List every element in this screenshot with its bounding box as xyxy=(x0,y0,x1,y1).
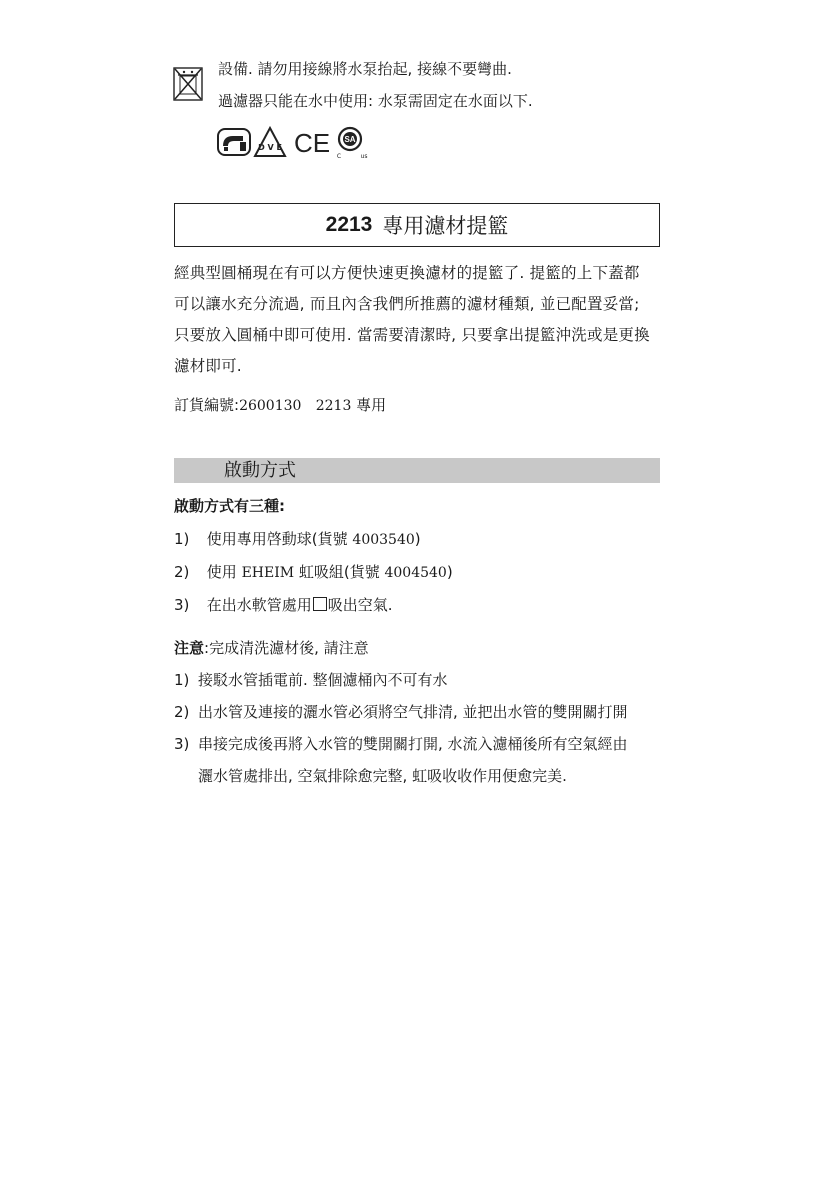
warning-line-2: 過濾器只能在水中使用: 水泵需固定在水面以下. xyxy=(218,92,533,110)
product-description xyxy=(174,258,666,382)
list-number: 1) xyxy=(174,671,190,689)
list-number: 2) xyxy=(174,563,190,581)
blank-square-icon xyxy=(313,597,327,611)
product-title-box xyxy=(174,203,660,247)
order-number: 2600130 xyxy=(239,398,302,414)
svg-text:C: C xyxy=(336,153,342,160)
weee-crossed-bin-icon xyxy=(173,67,203,101)
notice-label: 注意 xyxy=(174,639,205,657)
order-label: 訂貨編號: xyxy=(174,396,240,414)
notice-intro: :完成清洗濾材後, 請注意 xyxy=(204,639,369,657)
method-text-end: 吸出空氣. xyxy=(327,596,393,614)
description-line: 只要放入圓桶中即可使用. 當需要清潔時, 只要拿出提籃沖洗或是更換 xyxy=(174,326,650,344)
csa-us-mark-icon xyxy=(335,126,375,164)
notice-intro-line xyxy=(174,637,369,658)
svg-text:us: us xyxy=(360,153,368,160)
certification-logos xyxy=(217,126,397,160)
notice-item-3-continued: 灑水管處排出, 空氣排除愈完整, 虹吸收收作用便愈完美. xyxy=(198,767,567,785)
order-suffix: 專用 xyxy=(356,396,387,414)
order-number-line xyxy=(174,394,386,415)
svg-text:SA: SA xyxy=(344,135,356,144)
electrical-cord-icon xyxy=(217,126,251,162)
notice-item-text: 串接完成後再將入水管的雙開關打開, 水流入濾桶後所有空氣經由 xyxy=(198,735,628,753)
svg-text:D V E: D V E xyxy=(258,143,282,152)
notice-item-text: 接駁水管插電前. 整個濾桶內不可有水 xyxy=(198,671,448,689)
method-text: 使用 xyxy=(206,563,242,581)
list-number: 1) xyxy=(174,530,190,548)
method-brand: EHEIM xyxy=(241,565,295,581)
startup-section-heading xyxy=(174,458,660,483)
startup-method-3 xyxy=(174,594,393,615)
list-number: 3) xyxy=(174,596,190,614)
product-number: 2213 xyxy=(325,213,373,236)
method-code: 4004540 xyxy=(384,565,447,581)
startup-method-1 xyxy=(174,528,421,549)
order-model: 2213 xyxy=(315,398,352,414)
method-text: 在出水軟管處用 xyxy=(206,596,312,614)
method-text-2: 虹吸組(貨號 xyxy=(294,563,385,581)
description-line: 可以讓水充分流過, 而且內含我們所推薦的濾材種類, 並已配置妥當; xyxy=(174,295,640,313)
notice-item-2 xyxy=(174,701,628,722)
method-text-end: ) xyxy=(414,530,421,548)
method-text: 使用專用啓動球(貨號 xyxy=(206,530,353,548)
startup-intro: 啟動方式有三種: xyxy=(174,497,285,515)
description-line: 經典型圓桶現在有可以方便快速更換濾材的提籃了. 提籃的上下蓋都 xyxy=(174,264,640,282)
product-title: 專用濾材提籃 xyxy=(382,214,509,238)
svg-text:CE: CE xyxy=(293,128,331,158)
startup-method-2 xyxy=(174,561,453,582)
ce-mark-icon xyxy=(293,126,331,162)
vde-mark-icon xyxy=(253,126,287,162)
startup-heading-text: 啟動方式 xyxy=(224,460,296,481)
notice-item-text: 出水管及連接的灑水管必須將空气排清, 並把出水管的雙開關打開 xyxy=(198,703,628,721)
method-code: 4003540 xyxy=(352,532,415,548)
description-line: 濾材即可. xyxy=(174,357,242,375)
warning-line-1: 設備. 請勿用接線將水泵抬起, 接線不要彎曲. xyxy=(218,60,512,78)
list-number: 2) xyxy=(174,703,190,721)
notice-item-3 xyxy=(174,733,628,754)
list-number: 3) xyxy=(174,735,190,753)
method-text-end: ) xyxy=(446,563,453,581)
notice-item-1 xyxy=(174,669,448,690)
